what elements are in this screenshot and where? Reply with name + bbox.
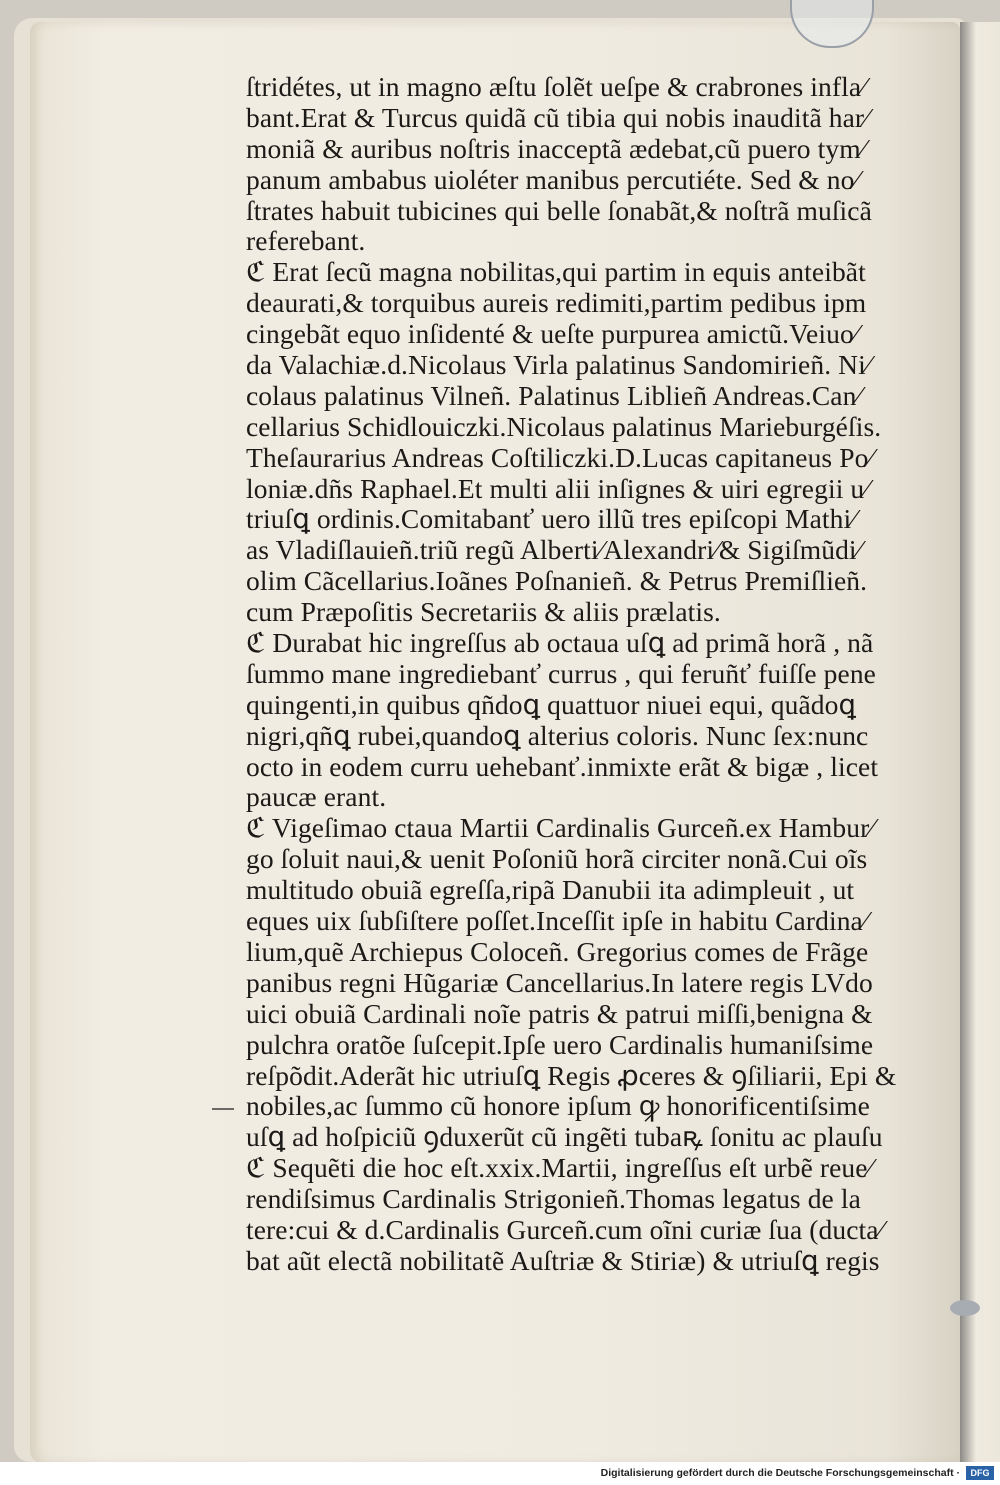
text-line: pulchra oratõe ſuſcepit.Ipſe uero Cardinalis humaniſsime <box>246 1029 874 1060</box>
text-line: eques uix ſubſiſtere poſſet.Inceſſit ipſe in habitu Cardina⁄ <box>246 906 868 937</box>
text-line: paucæ erant. <box>246 782 387 813</box>
text-line: uici obuiã Cardinali noĩe patris & patrui miſſi,benigna & <box>246 998 873 1029</box>
text-line: Theſaurarius Andreas Coſtiliczki.D.Lucas capitaneus Po⁄ <box>246 442 874 473</box>
text-line: moniã & auribus noſtris inacceptã ædebat,cũ puero tym⁄ <box>246 133 866 164</box>
text-line: nobiles,ac ſummo cũ honore ipſum ꝙ honorificentiſsime <box>246 1091 870 1122</box>
digitization-credit: Digitalisierung gefördert durch die Deutsche Forschungsgemeinschaft · <box>600 1467 960 1479</box>
text-line: colaus palatinus Vilneñ. Palatinus Liblieñ Andreas.Can⁄ <box>246 380 862 411</box>
text-line: go ſoluit naui,& uenit Poſoniũ horã circiter nonã.Cui oĩs <box>246 844 868 875</box>
text-line: rendiſsimus Cardinalis Strigonieñ.Thomas legatus de la <box>246 1184 861 1215</box>
text-line: bat aũt electã nobilitatẽ Auſtriæ & Stiriæ) & utriuſꝗ regis <box>246 1245 880 1276</box>
text-line: ℭ Erat ſecũ magna nobilitas,qui partim in equis anteibãt <box>246 257 866 288</box>
text-line: panibus regni Hũgariæ Cancellarius.In latere regis LVdo <box>246 967 873 998</box>
text-line: loniæ.dñs Raphael.Et multi alii inſignes & uiri egregii u⁄ <box>246 473 869 504</box>
text-line: referebant. <box>246 226 366 257</box>
text-line: quingenti,in quibus qñdoꝗ quattuor niuei equi, quãdoꝗ <box>246 689 857 720</box>
clip-spot <box>950 1300 980 1316</box>
text-line: ℭ Durabat hic ingreſſus ab octaua uſꝗ ad primã horã , nã <box>246 628 874 659</box>
text-line: nigri,qñꝗ rubei,quandoꝗ alterius coloris. Nunc ſex:nunc <box>246 720 869 751</box>
text-line: ſtridétes, ut in magno æſtu ſolẽt ueſpe & crabrones infla⁄ <box>246 72 866 102</box>
text-line: octo in eodem curru uehebanť.inmixte erãt & bigæ , licet <box>246 751 879 782</box>
page-text <box>246 72 916 1277</box>
text-line: olim Cãcellarius.Ioãnes Poſnanieñ. & Petrus Premiſlieñ. <box>246 566 868 597</box>
facing-page-edge <box>960 22 1000 1462</box>
text-line: deaurati,& torquibus aureis redimiti,partim pedibus ipm <box>246 288 867 319</box>
text-line: ſtrates habuit tubicines qui belle ſonabãt,& noſtrã muſicã <box>246 195 872 226</box>
text-line: multitudo obuiã egreſſa,ripã Danubii ita adimpleuit , ut <box>246 875 855 906</box>
text-line: cellarius Schidlouiczki.Nicolaus palatinus Marieburgéſis. <box>246 411 882 442</box>
text-line: reſpõdit.Aderãt hic utriuſꝗ Regis ꝓceres & ꝯſiliarii, Epi & <box>246 1060 897 1091</box>
text-line: da Valachiæ.d.Nicolaus Virla palatinus Sandomirieñ. Ni⁄ <box>246 350 871 381</box>
text-line: cingebãt equo inſidenté & ueſte purpurea amictũ.Veiuo⁄ <box>246 319 859 350</box>
text-line: ℭ Sequẽti die hoc eſt.xxix.Martii, ingreſſus eſt urbẽ reue⁄ <box>246 1153 873 1184</box>
text-line: uſꝗ ad hoſpiciũ ꝯduxerũt cũ ingẽti tubaꝶ ſonitu ac plauſu <box>246 1122 883 1153</box>
text-line: panum ambabus uioléter manibus percutiéte. Sed & no⁄ <box>246 164 860 195</box>
text-line: cum Præpoſitis Secretariis & aliis prælatis. <box>246 597 721 628</box>
margin-mark <box>212 1108 234 1110</box>
text-line: as Vladiſlauieñ.triũ regũ Alberti⁄Alexandri⁄& Sigiſmũdi⁄ <box>246 535 862 566</box>
text-line: bant.Erat & Turcus quidã cũ tibia qui nobis inauditã har⁄ <box>246 102 869 133</box>
text-line: triuſꝗ ordinis.Comitabanť uero illũ tres epiſcopi Mathi⁄ <box>246 504 856 535</box>
text-line: ſummo mane ingrediebanť currus , qui feruñť fuiſſe pene <box>246 658 876 689</box>
text-line: tere:cui & d.Cardinalis Gurceñ.cum oĩni curiæ ſua (ducta⁄ <box>246 1214 884 1245</box>
text-line: lium,quẽ Archiepus Coloceñ. Gregorius comes de Frãge <box>246 936 869 967</box>
footer-bar <box>0 1462 1000 1485</box>
dfg-logo[interactable]: DFG <box>966 1466 994 1480</box>
text-line: ℭ Vigeſimao ctaua Martii Cardinalis Gurceñ.ex Hambur⁄ <box>246 813 875 844</box>
